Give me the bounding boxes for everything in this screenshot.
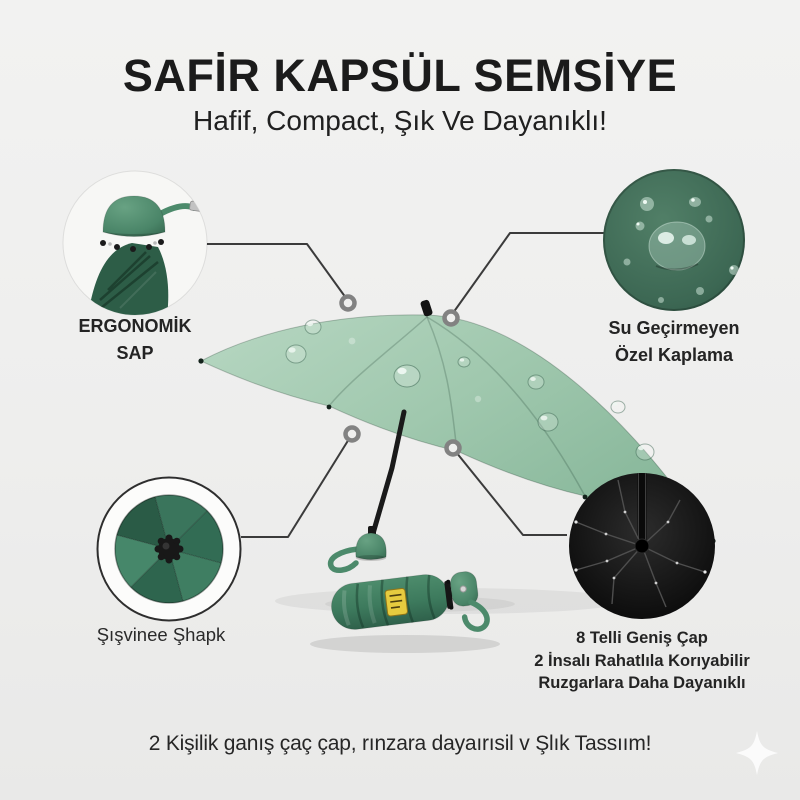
connector-line-coating [453, 233, 604, 313]
brand-logo-tag [385, 588, 408, 616]
callout-label-line: 8 Telli Geniş Çap [576, 629, 708, 647]
callout-label-line: ERGONOMİK [78, 316, 192, 336]
callout-label-waterproof-coating [574, 315, 774, 369]
callout-label-rib-frame [482, 627, 800, 695]
callout-label-line: Ruzgarlara Daha Dayanıklı [538, 674, 746, 692]
ring-marker [342, 297, 355, 310]
ring-marker [445, 312, 458, 325]
umbrella-handle [356, 526, 386, 561]
callout-label-line: Özel Kaplama [614, 345, 734, 365]
callout-label-canopy-shape: Şışvinee Şhapk [96, 624, 226, 645]
callout-label-line: Su Geçirmeyen [608, 318, 740, 338]
shape-callout-photo [98, 478, 241, 621]
handle-strap [331, 549, 358, 570]
callout-label-line: 2 İnsalı Rahatlıla Korıyabilir [534, 651, 750, 670]
canopy-hub [155, 535, 184, 564]
handle-callout-photo [63, 171, 207, 316]
ring-marker [346, 428, 359, 441]
bottom-caption: 2 Kişilik ganış çaç çap, rınzara dayaırısil v Şlık Tassıım! [148, 732, 652, 755]
page-title: SAFİR KAPSÜL SEMSİYE [122, 50, 678, 101]
page-subtitle: Hafif, Compact, Şık Ve Dayanıklı! [193, 105, 607, 136]
connector-line-shape [241, 439, 349, 537]
ring-marker [447, 442, 460, 455]
canopy-top-view [115, 495, 223, 603]
callout-label-line: SAP [116, 343, 154, 363]
connector-line-handle [205, 244, 346, 298]
coating-callout-photo [603, 169, 745, 311]
callout-label-ergonomic-handle [35, 313, 235, 367]
